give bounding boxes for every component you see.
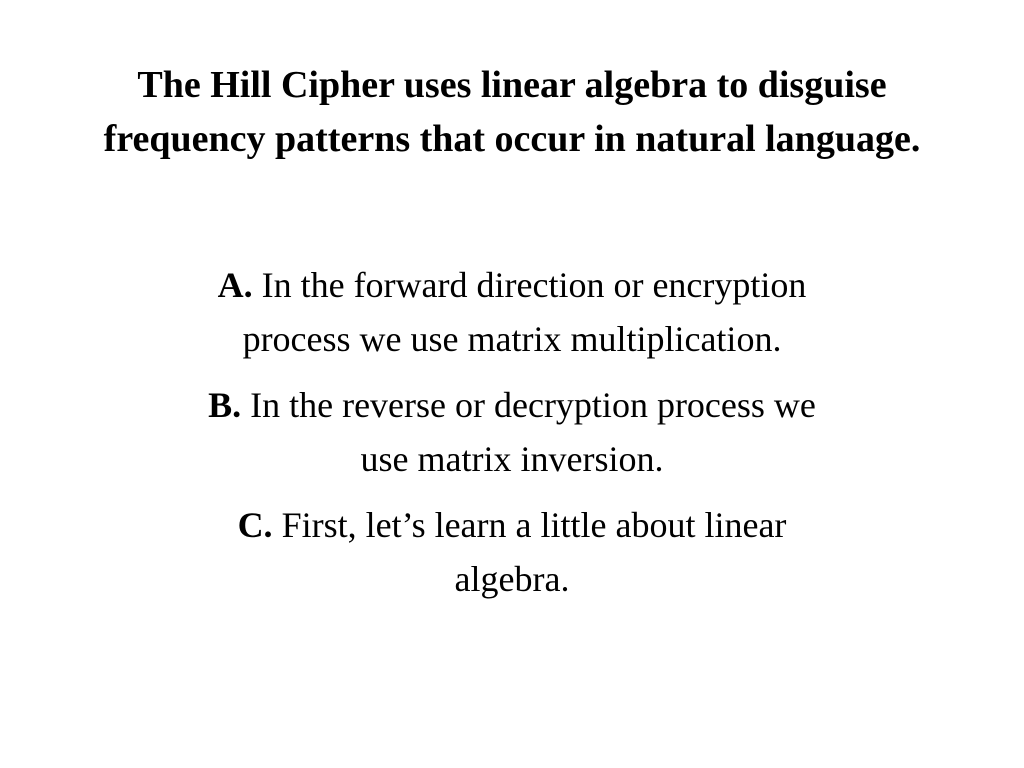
- bullet-text: First, let’s learn a little about linear algebra.: [281, 505, 787, 599]
- bullet-point-b: [192, 378, 832, 486]
- bullet-text: In the forward direction or encryption process we use matrix multiplication.: [242, 265, 807, 359]
- bullet-text: In the reverse or decryption process we use matrix inversion.: [250, 385, 816, 479]
- bullet-list: [192, 258, 832, 618]
- slide-title: The Hill Cipher uses linear algebra to disguise frequency patterns that occur in natural language.: [103, 64, 921, 160]
- bullet-letter: A.: [217, 265, 253, 305]
- bullet-point-c: [192, 498, 832, 606]
- bullet-point-a: [192, 258, 832, 366]
- bullet-letter: C.: [237, 505, 273, 545]
- bullet-letter: B.: [208, 385, 242, 425]
